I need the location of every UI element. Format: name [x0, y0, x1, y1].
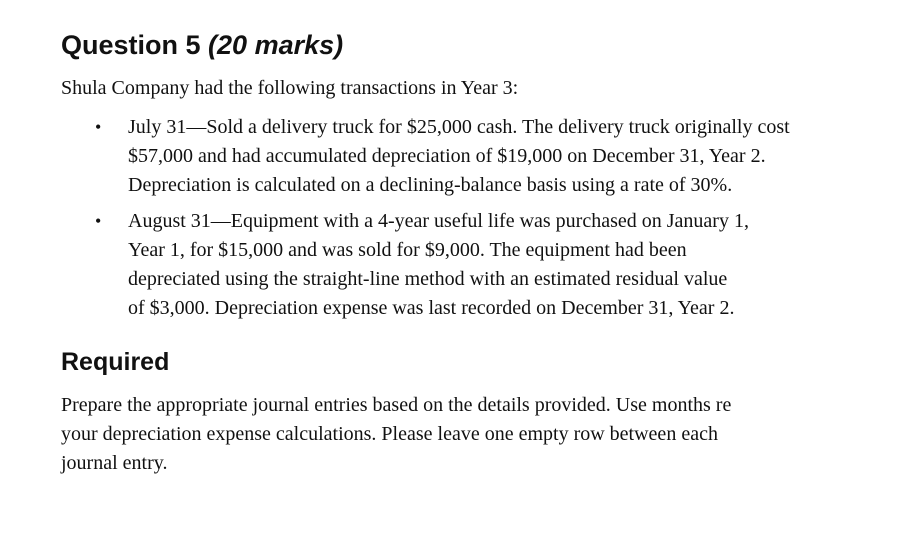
required-line: your depreciation expense calculations. Please leave one empty row between each	[61, 423, 718, 445]
transaction-line: depreciated using the straight-line method with an estimated residual value	[128, 268, 728, 290]
transaction-line: $57,000 and had accumulated depreciation of $19,000 on December 31, Year 2.	[128, 145, 766, 167]
required-line: Prepare the appropriate journal entries based on the details provided. Use months re	[61, 394, 732, 416]
intro-text: Shula Company had the following transactions in Year 3:	[61, 77, 519, 99]
document-page	[61, 28, 906, 478]
question-heading	[61, 28, 906, 62]
bullet-icon: •	[95, 211, 102, 231]
transaction-line: Depreciation is calculated on a declining-balance basis using a rate of 30%.	[128, 174, 733, 196]
transaction-line: July 31—Sold a delivery truck for $25,000 cash. The delivery truck originally cost	[128, 116, 790, 138]
required-text	[61, 391, 906, 478]
question-marks: (20 marks)	[208, 30, 344, 60]
transaction-list	[61, 113, 906, 323]
required-heading: Required	[61, 348, 170, 376]
transaction-line: of $3,000. Depreciation expense was last recorded on December 31, Year 2.	[128, 297, 735, 319]
transaction-item	[61, 207, 906, 323]
transaction-line: August 31—Equipment with a 4-year useful life was purchased on January 1,	[128, 210, 749, 232]
required-line: journal entry.	[61, 452, 168, 474]
transaction-line: Year 1, for $15,000 and was sold for $9,000. The equipment had been	[128, 239, 687, 261]
question-title: Question 5	[61, 30, 201, 60]
bullet-icon: •	[95, 117, 102, 137]
transaction-item	[61, 113, 906, 200]
